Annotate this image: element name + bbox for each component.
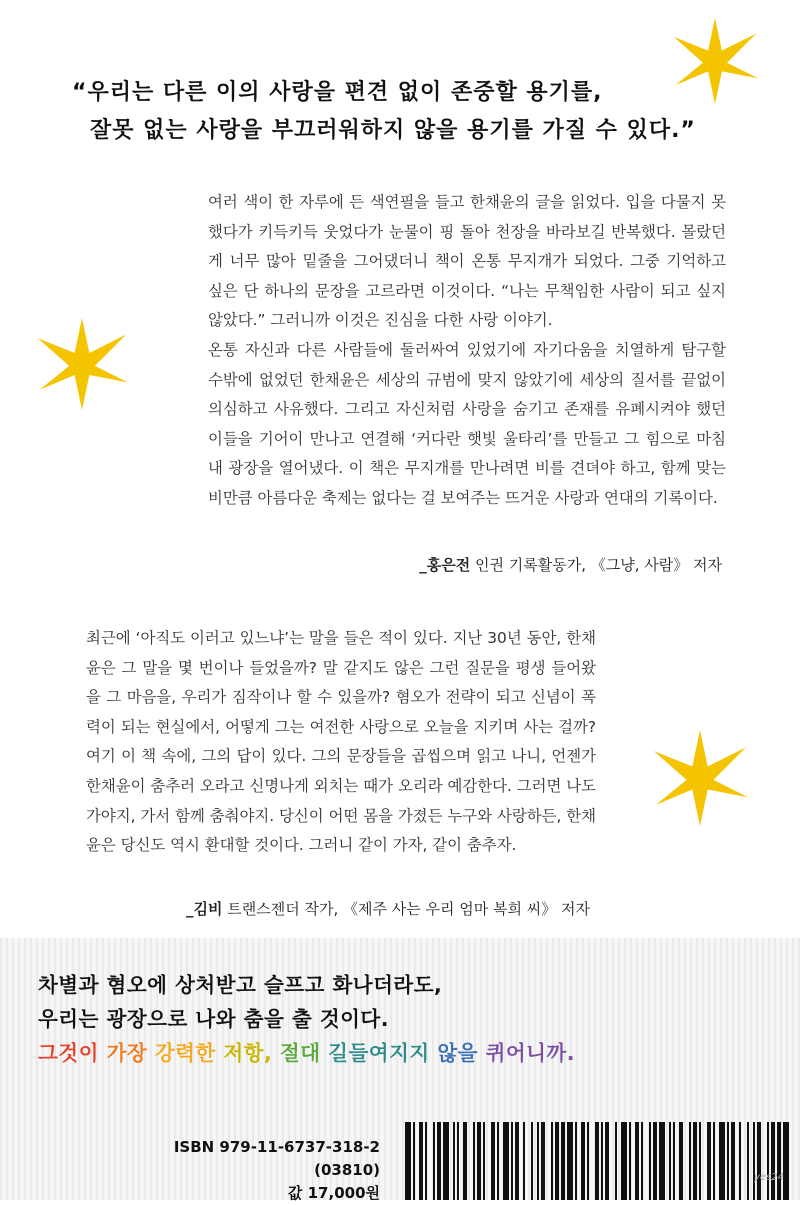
barcode-bar (689, 1122, 691, 1200)
blurb-paragraph: 온통 자신과 다른 사람들에 둘러싸여 있었기에 자기다움을 치열하게 탐구할 수밖에 없었던 한채윤은 세상의 규범에 맞지 않았기에 세상의 질서를 끝없이 의심하고 사유했다. 그리고 자신처럼 사랑을 숨기고 존재를 유폐시켜야 했던 이들을 기어이 만나고 연결해 ‘커다란 햇빛 울타리’를 만들고 그 힘으로 마침내 광장을 열어냈다. 이 책은 무지개를 만나려면 비를 견뎌야 하고, 함께 맞는 비만큼 아름다운 축제는 없다는 걸 보여주는 뜨거운 사랑과 연대의 기록이다. (208, 340, 726, 507)
barcode-bar (587, 1122, 589, 1200)
rainbow-word: 퀴어니까. (485, 1041, 576, 1065)
quote-line-2: 잘못 없는 사랑을 부끄러워하지 않을 용기를 가질 수 있다.” (90, 118, 696, 143)
barcode-bar (523, 1122, 525, 1200)
barcode-bar (575, 1122, 577, 1200)
barcode-bar (413, 1122, 415, 1200)
barcode-bar (541, 1122, 545, 1200)
barcode-bar (653, 1122, 657, 1200)
barcode-bar (567, 1122, 573, 1200)
tagline-line-2: 우리는 광장으로 나와 춤을 출 것이다. (38, 1007, 390, 1031)
barcode-bar (771, 1122, 775, 1200)
blurb-paragraph: 최근에 ‘아직도 이러고 있느냐’는 말을 들은 적이 있다. 지난 30년 동안, 한채윤은 그 말을 몇 번이나 들었을까? 말 같지도 않은 그런 질문을 평생 들어왔을 그 마음을, 우리가 짐작이나 할 수 있을까? 혐오가 전략이 되고 신념이 폭력이 되는 현실에서, 어떻게 그는 여전한 사랑으로 오늘을 지키며 사는 걸까? 여기 이 책 속에, 그의 답이 있다. 그의 문장들을 곱씹으며 읽고 나니, 언젠가 한채윤이 춤추러 오라고 신명나게 외치는 때가 오리라 예감한다. 그러면 나도 가야지, 가서 함께 춤춰야지. 당신이 어떤 몸을 가졌든 누구와 사랑하든, 한채윤은 당신도 역시 환대할 것이다. 그러니 같이 가자, 같이 춤추자. (86, 629, 596, 855)
isbn-block (118, 1136, 380, 1205)
barcode-bar (405, 1122, 411, 1200)
barcode-bar (515, 1122, 519, 1200)
barcode-bar (561, 1122, 565, 1200)
tagline (38, 968, 758, 1070)
blurb-signature (186, 898, 590, 919)
rainbow-word: 않을 (437, 1041, 478, 1065)
barcode-bar (425, 1122, 427, 1200)
barcode-bar (503, 1122, 509, 1200)
price: 값 17,000원 (287, 1184, 380, 1202)
barcode-bar (659, 1122, 665, 1200)
barcode-bar (641, 1122, 643, 1200)
barcode-bar (673, 1122, 675, 1200)
watermark: yes24 (754, 1172, 785, 1183)
barcode-bar (497, 1122, 499, 1200)
barcode-bar (739, 1122, 741, 1200)
barcode-bar (635, 1122, 639, 1200)
barcode (405, 1122, 790, 1200)
barcode-bar (757, 1122, 761, 1200)
rainbow-word: 그것이 (38, 1041, 99, 1065)
quote-line-1: “우리는 다른 이의 사랑을 편견 없이 존중할 용기를, (72, 80, 603, 105)
barcode-bar (601, 1122, 603, 1200)
blurb-hong (208, 188, 726, 514)
rainbow-word: 저항, (223, 1041, 273, 1065)
barcode-bar (511, 1122, 513, 1200)
signature-name: _홍은전 (419, 556, 471, 574)
barcode-bar (615, 1122, 617, 1200)
barcode-bar (551, 1122, 553, 1200)
barcode-bar (473, 1122, 475, 1200)
barcode-bar (555, 1122, 559, 1200)
pull-quote (72, 74, 752, 150)
barcode-bar (693, 1122, 697, 1200)
signature-credit: 인권 기록활동가, 《그냥, 사람》 저자 (470, 556, 722, 574)
barcode-bar (491, 1122, 495, 1200)
barcode-bar (463, 1122, 467, 1200)
tagline-line-1: 차별과 혐오에 상처받고 슬프고 화나더라도, (38, 973, 443, 997)
barcode-bar (537, 1122, 539, 1200)
barcode-bar (531, 1122, 533, 1200)
barcode-bar (605, 1122, 609, 1200)
rainbow-word: 강력한 (154, 1041, 216, 1065)
barcode-bar (483, 1122, 485, 1200)
barcode-bar (453, 1122, 455, 1200)
barcode-bar (783, 1122, 789, 1200)
barcode-bar (621, 1122, 627, 1200)
barcode-bar (669, 1122, 671, 1200)
signature-credit: 트랜스젠더 작가, 《제주 사는 우리 엄마 복희 씨》 저자 (222, 900, 590, 918)
barcode-bar (753, 1122, 755, 1200)
barcode-bar (731, 1122, 735, 1200)
barcode-bar (595, 1122, 599, 1200)
barcode-bar (767, 1122, 769, 1200)
barcode-bar (713, 1122, 715, 1200)
barcode-bar (581, 1122, 585, 1200)
barcode-bar (679, 1122, 683, 1200)
barcode-bar (777, 1122, 781, 1200)
blurb-signature (419, 554, 722, 575)
isbn-code: ISBN 979-11-6737-318-2 (03810) (173, 1138, 380, 1179)
rainbow-word: 절대 (279, 1041, 321, 1065)
signature-name: _김비 (186, 900, 223, 918)
barcode-bar (419, 1122, 423, 1200)
tagline-line-3-rainbow (38, 1036, 758, 1070)
barcode-bar (727, 1122, 729, 1200)
barcode-bar (443, 1122, 449, 1200)
barcode-bar (477, 1122, 481, 1200)
star-icon (652, 730, 748, 826)
rainbow-word: 가장 (106, 1041, 148, 1065)
blurb-kim (86, 624, 596, 861)
blurb-paragraph: 여러 색이 한 자루에 든 색연필을 들고 한채윤의 글을 읽었다. 입을 다물지 못했다가 키득키득 웃었다가 눈물이 핑 돌아 천장을 바라보길 반복했다. 몰랐던 게 너무 많아 밑줄을 그어댔더니 책이 온통 무지개가 되었다. 그중 기억하고 싶은 단 하나의 문장을 고르라면 이것이다. “나는 무책임한 사람이 되고 싶지 않았다.” 그러니까 이것은 진심을 다한 사랑 이야기. (208, 193, 726, 330)
barcode-bar (699, 1122, 701, 1200)
barcode-bar (629, 1122, 631, 1200)
barcode-bar (457, 1122, 459, 1200)
barcode-bar (719, 1122, 725, 1200)
barcode-bar (437, 1122, 441, 1200)
rainbow-word: 길들여지지 (328, 1041, 430, 1065)
barcode-bar (433, 1122, 435, 1200)
barcode-bar (649, 1122, 651, 1200)
barcode-bar (707, 1122, 711, 1200)
barcode-bar (747, 1122, 749, 1200)
star-icon (36, 318, 128, 410)
